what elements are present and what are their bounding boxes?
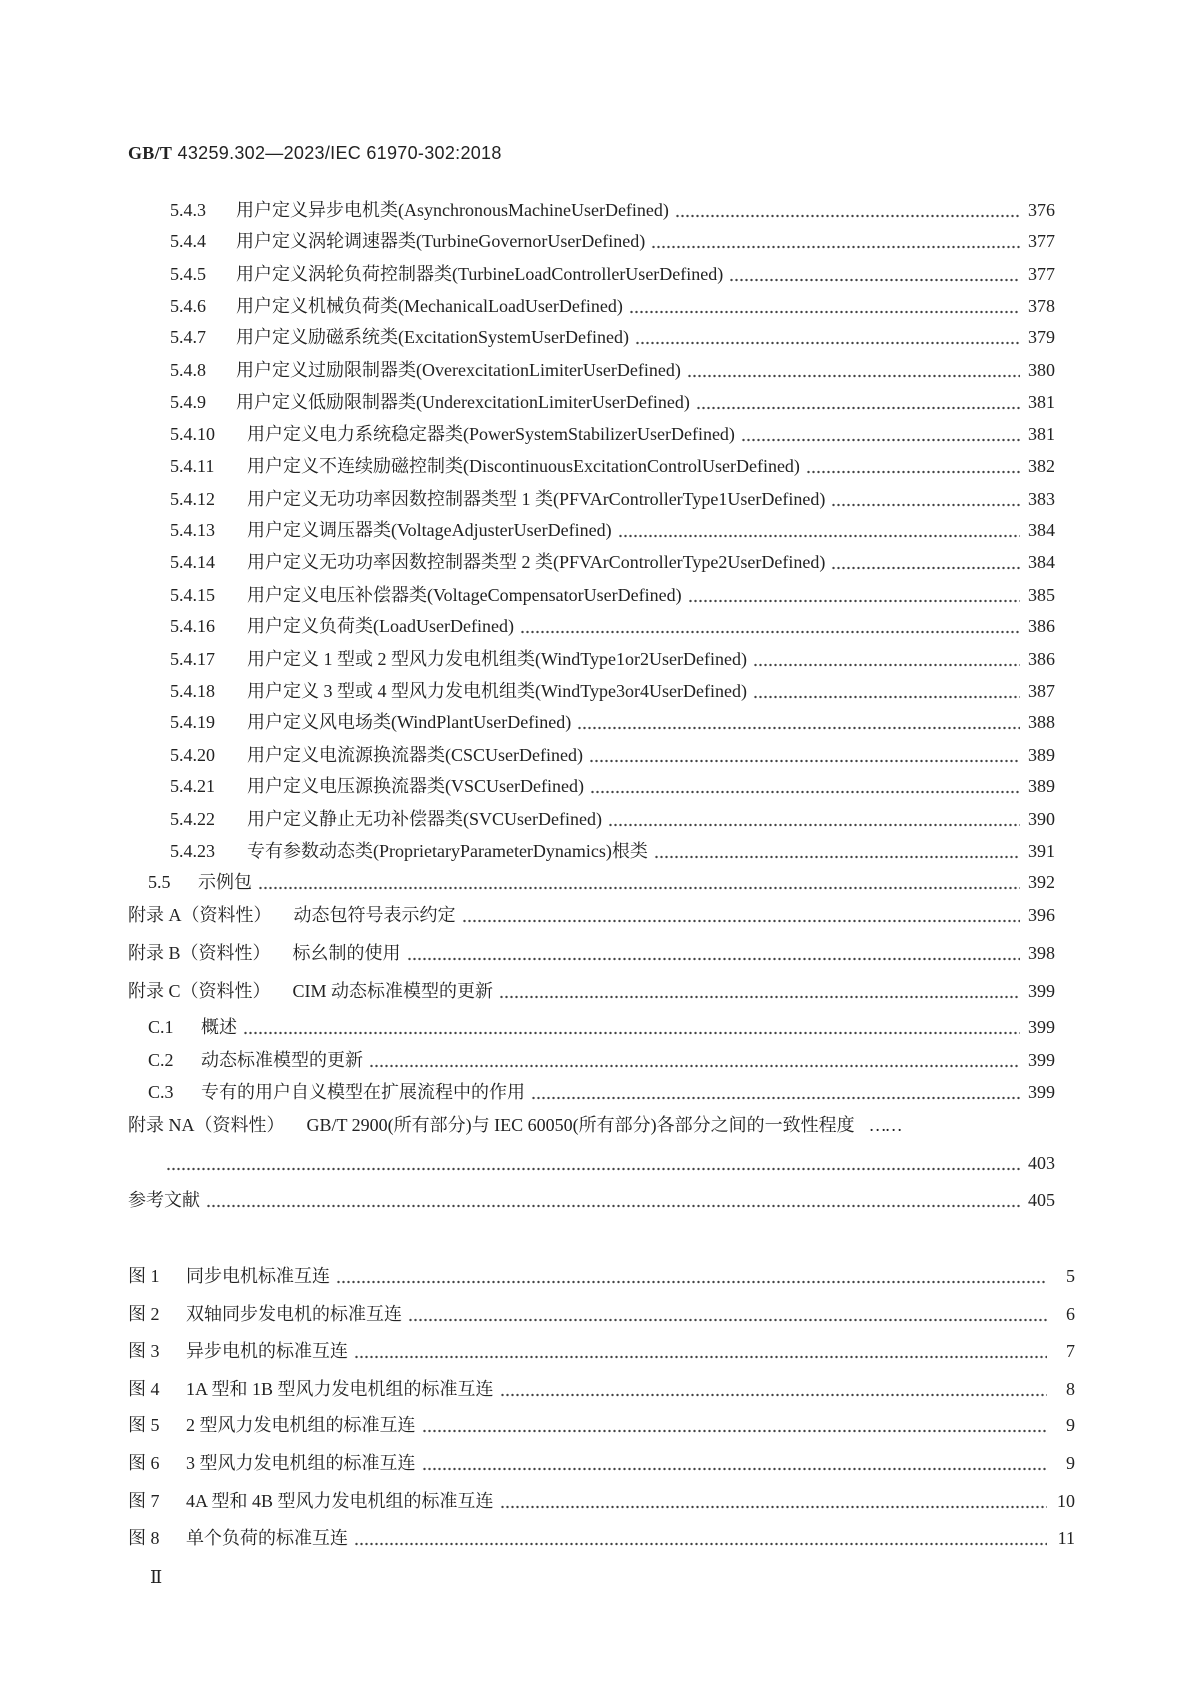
entry-title: 用户定义静止无功补偿器类(SVCUserDefined) <box>247 809 602 829</box>
dot-leader <box>688 583 1020 607</box>
entry-title: 动态标准模型的更新 <box>201 1050 363 1070</box>
entry-title: 用户定义负荷类(LoadUserDefined) <box>247 616 514 636</box>
dot-leader <box>654 839 1020 863</box>
entry-number: 5.4.13 <box>170 520 215 540</box>
figure-list-entry[interactable] <box>128 1339 1075 1363</box>
toc-entry[interactable] <box>170 325 1055 349</box>
dot-leader <box>608 807 1020 831</box>
standard-prefix: GB/T <box>128 143 173 163</box>
entry-number: 5.4.17 <box>170 649 215 669</box>
dot-leader <box>243 1015 1020 1039</box>
entry-page: 389 <box>1028 745 1055 765</box>
toc-entry[interactable] <box>170 294 1055 318</box>
entry-page: 403 <box>1028 1153 1055 1173</box>
entry-number: 5.4.6 <box>170 296 206 316</box>
entry-page: 399 <box>1028 981 1055 1001</box>
toc-entry[interactable] <box>170 422 1055 446</box>
dot-leader <box>831 487 1020 511</box>
dot-leader <box>354 1526 1047 1550</box>
entry-title: 专有的用户自义模型在扩展流程中的作用 <box>201 1082 525 1102</box>
dot-leader <box>729 262 1020 286</box>
entry-page: 11 <box>1057 1528 1075 1548</box>
dot-leader <box>462 903 1021 927</box>
entry-number: 附录 NA（资料性） <box>128 1115 285 1135</box>
entry-title: 2 型风力发电机组的标准互连 <box>186 1415 416 1435</box>
entry-page: 381 <box>1028 392 1055 412</box>
toc-entry[interactable] <box>128 941 1055 965</box>
entry-page: 391 <box>1028 841 1055 861</box>
dot-leader <box>635 325 1020 349</box>
entry-page: 392 <box>1028 872 1055 892</box>
entry-page: 377 <box>1028 231 1055 251</box>
toc-entry[interactable] <box>170 774 1055 798</box>
toc-entry[interactable] <box>170 358 1055 382</box>
toc-entry[interactable] <box>128 979 1055 1003</box>
dot-leader <box>369 1048 1020 1072</box>
entry-title: 用户定义电压补偿器类(VoltageCompensatorUserDefined) <box>247 585 682 605</box>
toc-entry[interactable] <box>170 679 1055 703</box>
entry-page: 405 <box>1028 1190 1055 1210</box>
entry-title: 用户定义机械负荷类(MechanicalLoadUserDefined) <box>236 296 623 316</box>
entry-number: 5.4.19 <box>170 712 215 732</box>
dot-leader <box>741 422 1020 446</box>
entry-page: 396 <box>1028 905 1055 925</box>
entry-page: 399 <box>1028 1050 1055 1070</box>
entry-title: 示例包 <box>198 872 252 892</box>
toc-entry[interactable] <box>170 390 1055 414</box>
entry-page: 7 <box>1066 1341 1075 1361</box>
entry-page: 390 <box>1028 809 1055 829</box>
dot-leader <box>696 390 1020 414</box>
entry-number: 参考文献 <box>128 1190 200 1210</box>
dot-leader <box>753 647 1020 671</box>
entry-title: 4A 型和 4B 型风力发电机组的标准互连 <box>186 1491 494 1511</box>
standard-number-header <box>128 143 502 164</box>
entry-title: 用户定义无功功率因数控制器类型 1 类(PFVArControllerType1UserDefined) <box>247 489 826 509</box>
entry-title: 异步电机的标准互连 <box>186 1341 348 1361</box>
figure-list-entry[interactable] <box>128 1302 1075 1326</box>
entry-number: 5.4.20 <box>170 745 215 765</box>
dot-leader <box>753 679 1020 703</box>
entry-number: 5.4.23 <box>170 841 215 861</box>
entry-number: 5.4.8 <box>170 360 206 380</box>
entry-number: 图 7 <box>128 1491 160 1511</box>
entry-title: 用户定义电压源换流器类(VSCUserDefined) <box>247 776 584 796</box>
entry-page: 9 <box>1066 1453 1075 1473</box>
entry-number: 5.4.9 <box>170 392 206 412</box>
entry-number: 5.4.12 <box>170 489 215 509</box>
entry-number: 图 1 <box>128 1266 160 1286</box>
entry-title: 专有参数动态类(ProprietaryParameterDynamics)根类 <box>247 841 648 861</box>
entry-title: 用户定义 3 型或 4 型风力发电机组类(WindType3or4UserDefined) <box>247 681 747 701</box>
figure-list-entry[interactable] <box>128 1526 1075 1550</box>
entry-number: 5.4.3 <box>170 200 206 220</box>
entry-title: 用户定义电力系统稳定器类(PowerSystemStabilizerUserDefined) <box>247 424 735 444</box>
entry-number: 5.4.14 <box>170 552 215 572</box>
entry-title: CIM 动态标准模型的更新 <box>292 981 494 1001</box>
entry-title: 标幺制的使用 <box>292 943 401 963</box>
dot-leader <box>499 979 1020 1003</box>
entry-page: 398 <box>1028 943 1055 963</box>
entry-number: 5.5 <box>148 872 171 892</box>
toc-entry[interactable] <box>170 262 1055 286</box>
entry-page: 385 <box>1028 585 1055 605</box>
entry-number: 图 5 <box>128 1415 160 1435</box>
entry-page: 382 <box>1028 456 1055 476</box>
entry-number: C.3 <box>148 1082 174 1102</box>
entry-title: 1A 型和 1B 型风力发电机组的标准互连 <box>186 1379 494 1399</box>
entry-number: 5.4.7 <box>170 327 206 347</box>
entry-page: 386 <box>1028 616 1055 636</box>
dot-leader <box>336 1264 1047 1288</box>
dot-leader <box>500 1377 1047 1401</box>
dot-leader <box>520 614 1020 638</box>
dot-leader <box>407 941 1020 965</box>
standard-number: 43259.302—2023/IEC 61970-302:2018 <box>172 143 502 163</box>
figure-list-entry[interactable] <box>128 1264 1075 1288</box>
entry-number: C.1 <box>148 1017 174 1037</box>
dot-leader <box>629 294 1020 318</box>
figure-list-entry[interactable] <box>128 1451 1075 1475</box>
entry-number: 5.4.21 <box>170 776 215 796</box>
entry-number: 附录 C（资料性） <box>128 981 271 1001</box>
entry-title: 用户定义无功功率因数控制器类型 2 类(PFVArControllerType2UserDefined) <box>247 552 826 572</box>
entry-title: 3 型风力发电机组的标准互连 <box>186 1453 416 1473</box>
toc-entry[interactable] <box>170 198 1055 222</box>
figure-list-entry[interactable] <box>128 1413 1075 1437</box>
toc-entry[interactable] <box>128 1188 1055 1212</box>
toc-entry[interactable] <box>128 903 1055 927</box>
toc-entry[interactable] <box>170 550 1055 574</box>
entry-number: 5.4.15 <box>170 585 215 605</box>
toc-entry[interactable] <box>170 487 1055 511</box>
dot-leader <box>206 1188 1020 1212</box>
dot-leader <box>687 358 1020 382</box>
toc-entry[interactable] <box>166 1151 1055 1175</box>
dot-leader <box>589 743 1020 767</box>
entry-page: 376 <box>1028 200 1055 220</box>
entry-page: 388 <box>1028 712 1055 732</box>
dot-leader <box>531 1080 1020 1104</box>
entry-number: 5.4.16 <box>170 616 215 636</box>
entry-title: 用户定义涡轮负荷控制器类(TurbineLoadControllerUserDefined) <box>236 264 724 284</box>
entry-page: 381 <box>1028 424 1055 444</box>
figure-list-entry[interactable] <box>128 1489 1075 1513</box>
entry-page: 386 <box>1028 649 1055 669</box>
entry-page: 399 <box>1028 1082 1055 1102</box>
toc-entry[interactable] <box>128 1113 1055 1137</box>
entry-title: 动态包符号表示约定 <box>293 905 456 925</box>
entry-number: 附录 B（资料性） <box>128 943 271 963</box>
entry-title: 双轴同步发电机的标准互连 <box>186 1304 402 1324</box>
toc-entry[interactable] <box>170 743 1055 767</box>
entry-number: 5.4.4 <box>170 231 206 251</box>
entry-title: 用户定义 1 型或 2 型风力发电机组类(WindType1or2UserDefined) <box>247 649 747 669</box>
entry-page: 377 <box>1028 264 1055 284</box>
toc-entry[interactable] <box>148 1015 1055 1039</box>
toc-entry[interactable] <box>170 583 1055 607</box>
toc-entry[interactable] <box>170 807 1055 831</box>
entry-number: 图 2 <box>128 1304 160 1324</box>
figure-list-entry[interactable] <box>128 1377 1075 1401</box>
entry-page: 8 <box>1066 1379 1075 1399</box>
entry-number: 图 4 <box>128 1379 160 1399</box>
entry-title: 单个负荷的标准互连 <box>186 1528 348 1548</box>
entry-number: 图 3 <box>128 1341 160 1361</box>
dot-leader <box>166 1151 1020 1175</box>
dot-leader <box>675 198 1020 222</box>
dot-leader <box>577 710 1020 734</box>
entry-page: …… <box>868 1115 901 1135</box>
dot-leader <box>422 1451 1048 1475</box>
entry-title: 用户定义涡轮调速器类(TurbineGovernorUserDefined) <box>236 231 646 251</box>
toc-entry[interactable] <box>170 710 1055 734</box>
dot-leader <box>806 454 1020 478</box>
toc-entry[interactable] <box>148 1048 1055 1072</box>
entry-title: 用户定义过励限制器类(OverexcitationLimiterUserDefined) <box>236 360 681 380</box>
entry-page: 378 <box>1028 296 1055 316</box>
entry-title: 概述 <box>201 1017 237 1037</box>
toc-entry[interactable] <box>170 647 1055 671</box>
entry-page: 384 <box>1028 552 1055 572</box>
entry-title: 用户定义电流源换流器类(CSCUserDefined) <box>247 745 583 765</box>
entry-page: 5 <box>1066 1266 1075 1286</box>
entry-page: 6 <box>1066 1304 1075 1324</box>
toc-entry[interactable] <box>148 1080 1055 1104</box>
entry-number: 图 6 <box>128 1453 160 1473</box>
entry-title: 同步电机标准互连 <box>186 1266 330 1286</box>
entry-page: 383 <box>1028 489 1055 509</box>
dot-leader <box>831 550 1020 574</box>
dot-leader <box>618 518 1020 542</box>
entry-page: 384 <box>1028 520 1055 540</box>
entry-title: 用户定义异步电机类(AsynchronousMachineUserDefined) <box>236 200 669 220</box>
entry-page: 380 <box>1028 360 1055 380</box>
toc-entry[interactable] <box>148 870 1055 894</box>
entry-page: 389 <box>1028 776 1055 796</box>
entry-number: 5.4.5 <box>170 264 206 284</box>
entry-number: 5.4.22 <box>170 809 215 829</box>
dot-leader <box>354 1339 1047 1363</box>
entry-title: 用户定义不连续励磁控制类(DiscontinuousExcitationControlUserDefined) <box>247 456 800 476</box>
entry-title: 用户定义调压器类(VoltageAdjusterUserDefined) <box>247 520 612 540</box>
entry-title: GB/T 2900(所有部分)与 IEC 60050(所有部分)各部分之间的一致性程度 <box>306 1115 855 1135</box>
entry-number: 5.4.10 <box>170 424 215 444</box>
entry-number: C.2 <box>148 1050 174 1070</box>
dot-leader <box>500 1489 1047 1513</box>
entry-page: 9 <box>1066 1415 1075 1435</box>
dot-leader <box>651 229 1020 253</box>
entry-number: 5.4.11 <box>170 456 215 476</box>
dot-leader <box>590 774 1020 798</box>
toc-entry[interactable] <box>170 454 1055 478</box>
entry-title: 用户定义低励限制器类(UnderexcitationLimiterUserDefined) <box>236 392 690 412</box>
entry-page: 387 <box>1028 681 1055 701</box>
toc-entry[interactable] <box>170 614 1055 638</box>
entry-number: 5.4.18 <box>170 681 215 701</box>
entry-title: 用户定义励磁系统类(ExcitationSystemUserDefined) <box>236 327 629 347</box>
dot-leader <box>422 1413 1048 1437</box>
toc-entry[interactable] <box>170 518 1055 542</box>
entry-number: 附录 A（资料性） <box>128 905 272 925</box>
page-number-footer: Ⅱ <box>150 1567 163 1587</box>
dot-leader <box>408 1302 1047 1326</box>
dot-leader <box>258 870 1020 894</box>
entry-number: 图 8 <box>128 1528 160 1548</box>
entry-page: 379 <box>1028 327 1055 347</box>
entry-page: 10 <box>1057 1491 1075 1511</box>
toc-entry[interactable] <box>170 839 1055 863</box>
entry-page: 399 <box>1028 1017 1055 1037</box>
toc-entry[interactable] <box>170 229 1055 253</box>
entry-title: 用户定义风电场类(WindPlantUserDefined) <box>247 712 572 732</box>
